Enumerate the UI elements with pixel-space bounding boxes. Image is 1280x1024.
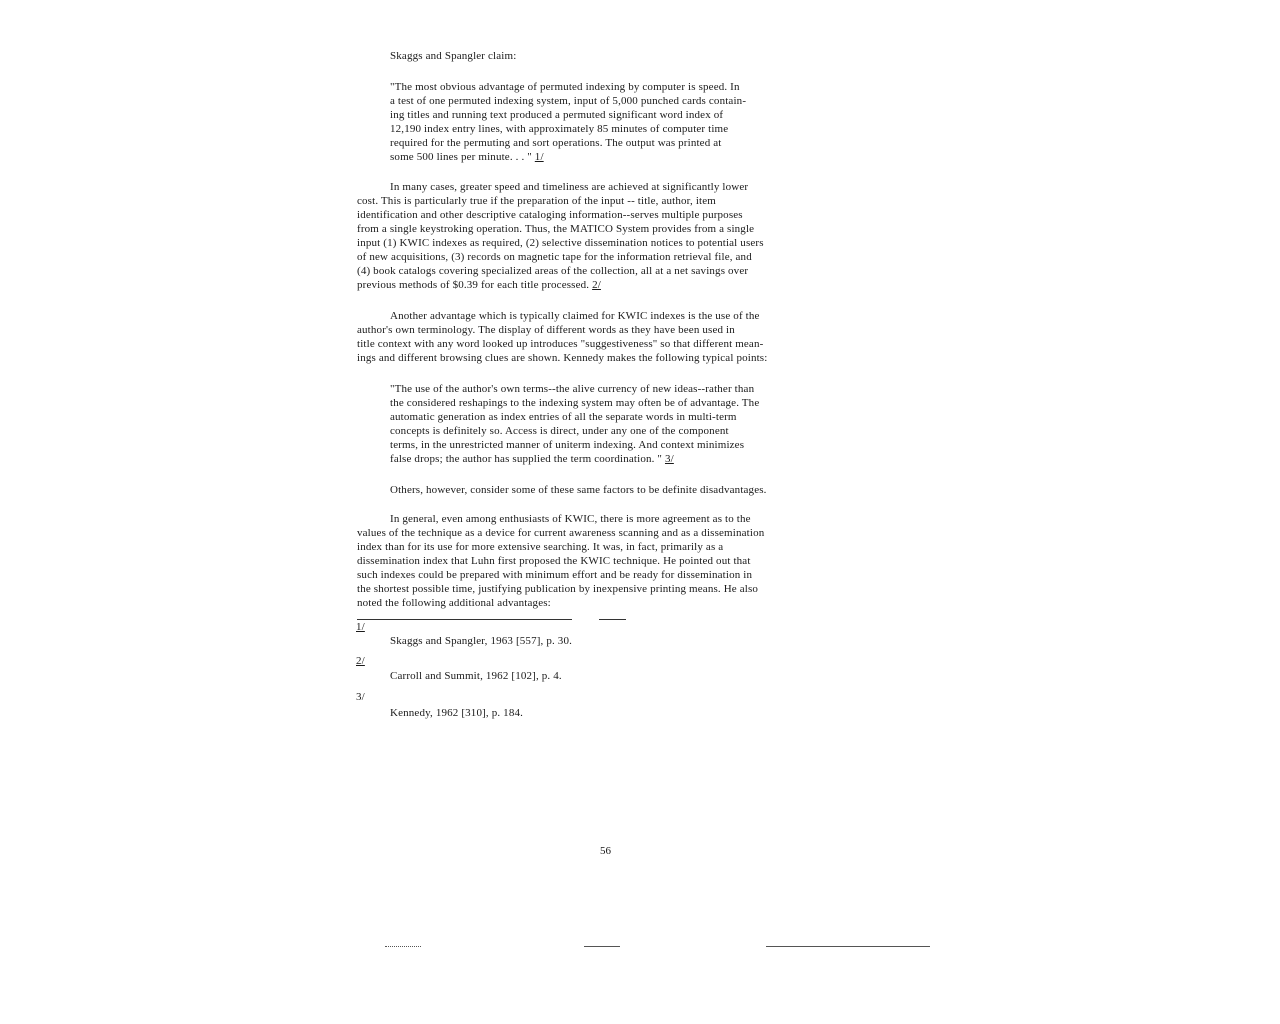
footnote-ref-1[interactable]: 1/ — [534, 151, 544, 163]
quote2-line-text: false drops; the author has supplied the term coordination. " — [390, 453, 663, 465]
quote2-line: concepts is definitely so. Access is direct, under any one of the component — [390, 425, 729, 437]
para4-line: the shortest possible time, justifying publication by inexpensive printing means. He also — [357, 583, 759, 595]
para1-line: cost. This is particularly true if the preparation of the input -- title, author, item — [357, 195, 716, 207]
para1-line: of new acquisitions, (3) records on magnetic tape for the information retrieval file, and — [357, 251, 752, 263]
quote2-line: automatic generation as index entries of all the separate words in multi-term — [390, 411, 737, 423]
para1-line: from a single keystroking operation. Thus, the MATICO System provides from a single — [357, 223, 755, 235]
quote1-line: ing titles and running text produced a permuted significant word index of — [390, 109, 724, 121]
footnote-mark: 2/ — [356, 655, 365, 667]
footnote-separator-short — [599, 619, 626, 620]
para4-line: dissemination index that Luhn first proposed the KWIC technique. He pointed out that — [357, 555, 751, 567]
para2-line: author's own terminology. The display of different words as they have been used in — [357, 324, 735, 336]
para4-line: values of the technique as a device for current awareness scanning and as a dissemination — [357, 527, 765, 539]
quote1-line: "The most obvious advantage of permuted indexing by computer is speed. In — [390, 81, 740, 93]
para2-line: ings and different browsing clues are shown. Kennedy makes the following typical points: — [357, 352, 768, 364]
quote1-line — [390, 150, 544, 164]
quote2-line: the considered reshapings to the indexing system may often be of advantage. The — [390, 397, 760, 409]
quote1-line: a test of one permuted indexing system, input of 5,000 punched cards contain- — [390, 95, 747, 107]
para4-line: such indexes could be prepared with minimum effort and be ready for dissemination in — [357, 569, 753, 581]
para2-line: Another advantage which is typically claimed for KWIC indexes is the use of the — [390, 310, 760, 322]
scan-artifact-line — [385, 946, 421, 947]
quote1-line: required for the permuting and sort operations. The output was printed at — [390, 137, 722, 149]
para4-line: noted the following additional advantages: — [357, 597, 551, 609]
intro-line: Skaggs and Spangler claim: — [390, 50, 517, 62]
quote2-line: terms, in the unrestricted manner of uniterm indexing. And context minimizes — [390, 439, 745, 451]
footnote-text: Carroll and Summit, 1962 [102], p. 4. — [390, 670, 562, 682]
quote2-line — [390, 452, 674, 466]
para1-line: input (1) KWIC indexes as required, (2) selective dissemination notices to potential users — [357, 237, 764, 249]
footnote-text: Kennedy, 1962 [310], p. 184. — [390, 707, 524, 719]
footnote-mark: 3/ — [356, 691, 365, 703]
footnote-text: Skaggs and Spangler, 1963 [557], p. 30. — [390, 635, 573, 647]
para1-line — [357, 278, 601, 292]
para4-line: In general, even among enthusiasts of KWIC, there is more agreement as to the — [390, 513, 751, 525]
para1-line-text: previous methods of $0.39 for each title processed. — [357, 279, 590, 291]
footnote-mark: 1/ — [356, 621, 365, 633]
quote1-line: 12,190 index entry lines, with approximately 85 minutes of computer time — [390, 123, 729, 135]
footnote-ref-2[interactable]: 2/ — [592, 279, 601, 291]
para1-line: (4) book catalogs covering specialized areas of the collection, all at a net savings over — [357, 265, 749, 277]
page-number: 56 — [600, 845, 611, 857]
para1-line: In many cases, greater speed and timeliness are achieved at significantly lower — [390, 181, 749, 193]
para2-line: title context with any word looked up introduces "suggestiveness" so that different mean- — [357, 338, 764, 350]
paragraph-3: Others, however, consider some of these same factors to be definite disadvantages. — [390, 484, 767, 496]
scan-artifact-line — [766, 946, 930, 947]
footnote-separator — [357, 619, 572, 620]
para1-line: identification and other descriptive cataloging information--serves multiple purposes — [357, 209, 743, 221]
footnote-ref-3[interactable]: 3/ — [664, 453, 674, 465]
para4-line: index than for its use for more extensive searching. It was, in fact, primarily as a — [357, 541, 724, 553]
quote2-line: "The use of the author's own terms--the alive currency of new ideas--rather than — [390, 383, 755, 395]
quote1-line-text: some 500 lines per minute. . . " — [390, 151, 532, 163]
scan-artifact-line — [584, 946, 620, 947]
